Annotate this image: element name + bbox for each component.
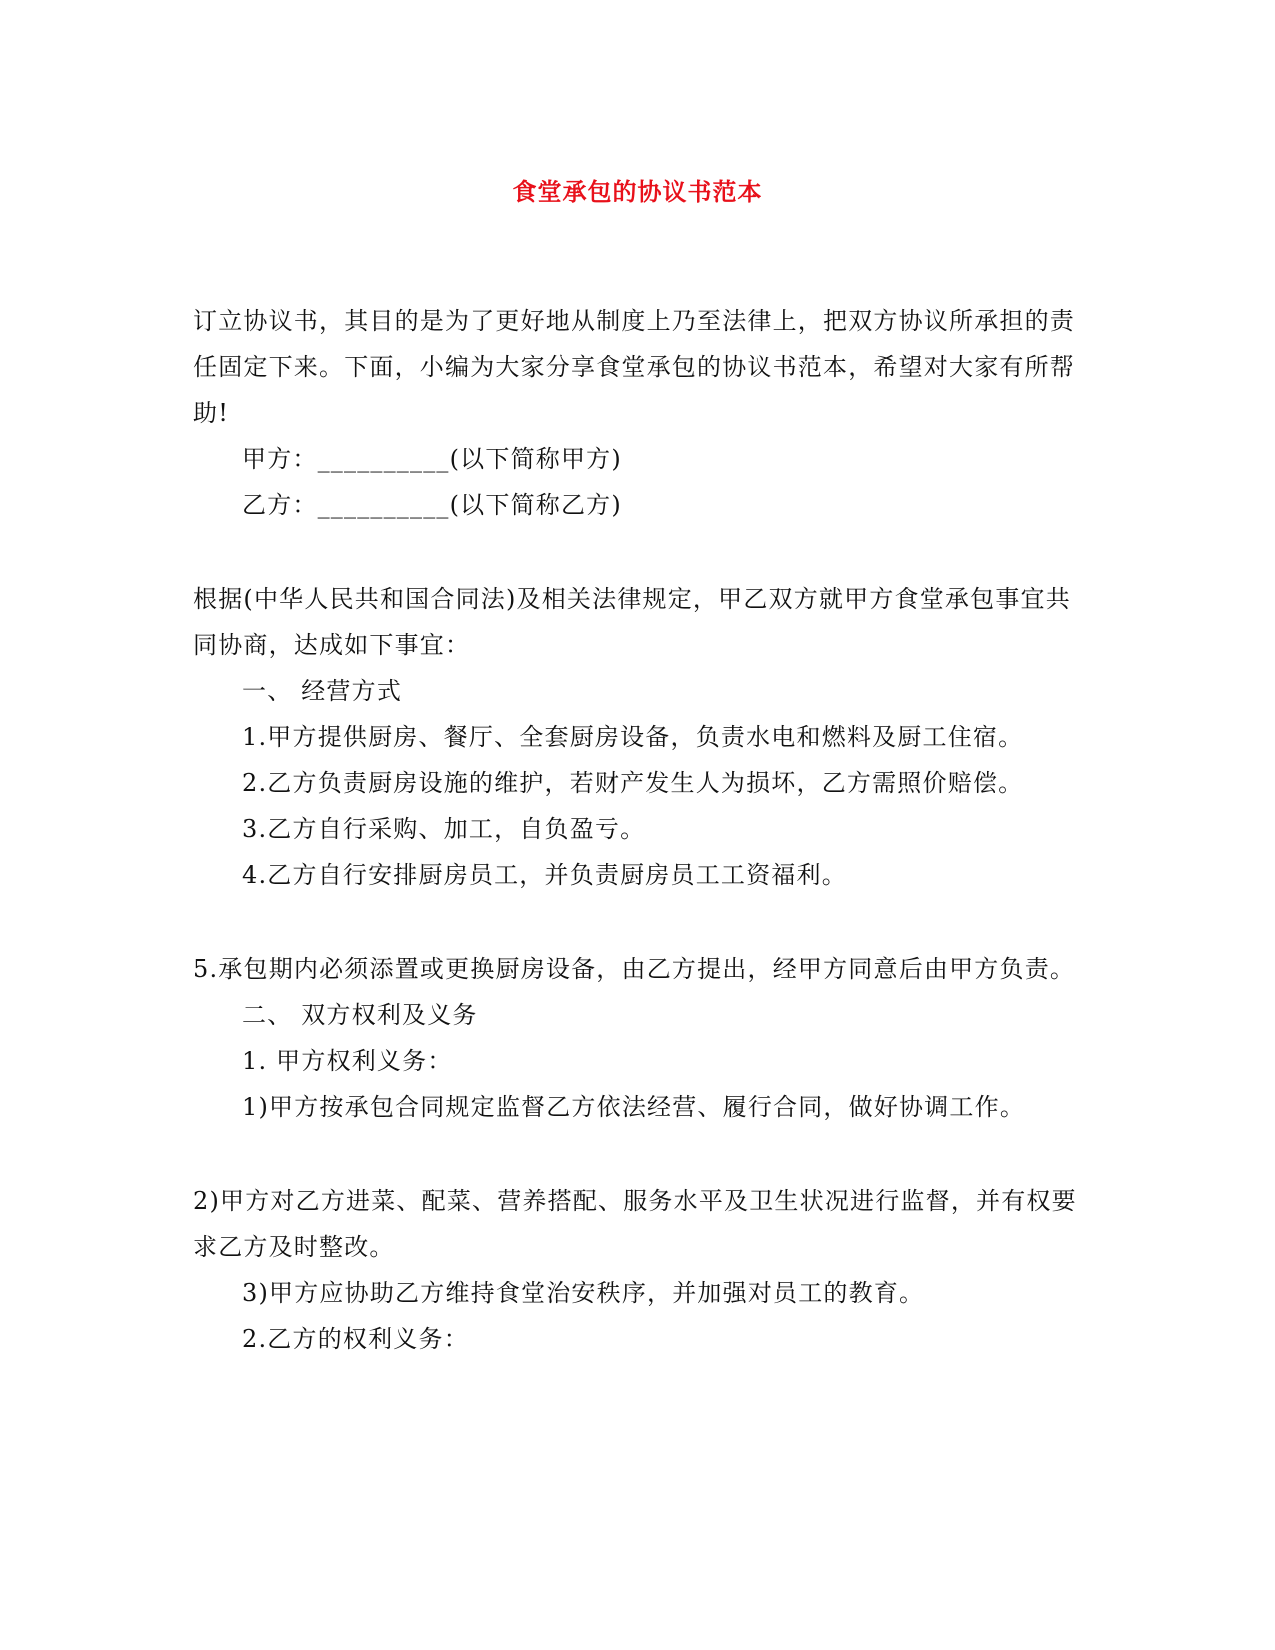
intro-line-2: 任固定下来。下面，小编为大家分享食堂承包的协议书范本，希望对大家有所帮: [193, 353, 1075, 381]
page-title: 食堂承包的协议书范本: [512, 178, 763, 206]
clause-1-2: 2.乙方负责厨房设施的维护，若财产发生人为损坏，乙方需照价赔偿。: [242, 769, 1024, 797]
basis-line-1: 根据(中华人民共和国合同法)及相关法律规定，甲乙双方就甲方食堂承包事宜共: [193, 585, 1071, 613]
clause-2-1-2-line-1: 2)甲方对乙方进菜、配菜、营养搭配、服务水平及卫生状况进行监督，并有权要: [193, 1187, 1077, 1215]
clause-2-1-3: 3)甲方应协助乙方维持食堂治安秩序，并加强对员工的教育。: [242, 1279, 925, 1307]
clause-2-1-2-line-2: 求乙方及时整改。: [193, 1233, 395, 1261]
clause-1-4: 4.乙方自行安排厨房员工，并负责厨房员工工资福利。: [242, 861, 847, 889]
clause-1-3: 3.乙方自行采购、加工，自负盈亏。: [242, 815, 646, 843]
section-1-heading: 一、 经营方式: [242, 677, 403, 705]
party-a-line: 甲方：__________(以下简称甲方): [242, 445, 622, 473]
clause-1-1: 1.甲方提供厨房、餐厅、全套厨房设备，负责水电和燃料及厨工住宿。: [242, 723, 1024, 751]
clause-2-1-1: 1)甲方按承包合同规定监督乙方依法经营、履行合同，做好协调工作。: [242, 1093, 1026, 1121]
intro-line-3: 助!: [193, 399, 230, 427]
basis-line-2: 同协商，达成如下事宜：: [193, 631, 471, 659]
section-2-heading: 二、 双方权利及义务: [242, 1001, 478, 1029]
subsection-2-2-heading: 2.乙方的权利义务：: [242, 1325, 469, 1353]
intro-line-1: 订立协议书，其目的是为了更好地从制度上乃至法律上，把双方协议所承担的责: [193, 307, 1075, 335]
party-b-line: 乙方：__________(以下简称乙方): [242, 491, 622, 519]
subsection-2-1-heading: 1. 甲方权利义务：: [242, 1047, 453, 1075]
clause-1-5: 5.承包期内必须添置或更换厨房设备，由乙方提出，经甲方同意后由甲方负责。: [193, 955, 1076, 983]
